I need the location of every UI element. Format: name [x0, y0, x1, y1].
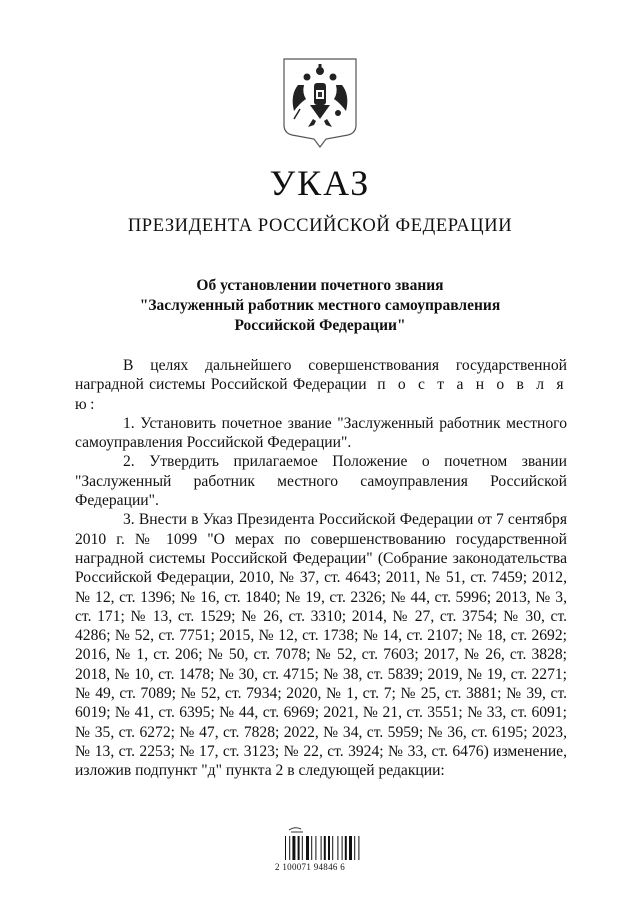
preamble-paragraph	[75, 356, 567, 414]
barcode-bar	[324, 836, 326, 860]
barcode-bar	[337, 836, 338, 860]
barcode-bar	[292, 836, 295, 860]
document-subtitle: ПРЕЗИДЕНТА РОССИЙСКОЙ ФЕДЕРАЦИИ	[127, 216, 513, 236]
barcode-bar	[285, 836, 286, 860]
barcode-bars	[275, 826, 375, 862]
barcode-digits: 2 100071 94846 6	[275, 862, 346, 872]
barcode-bar	[315, 836, 316, 860]
barcode-bar	[345, 836, 347, 860]
barcode-bar	[302, 836, 303, 860]
barcode-bar	[306, 836, 309, 860]
barcode-bar	[342, 836, 343, 860]
barcode-bar	[298, 836, 300, 860]
item-paragraph-2: 2. Утвердить прилагаемое Положение о почетном звании "Заслуженный работник местного самоуправления Российской Федерации".	[75, 453, 567, 510]
barcode-bar	[349, 836, 352, 860]
decree-body	[75, 356, 567, 781]
item-paragraph-1: 1. Установить почетное звание "Заслуженный работник местного самоуправления Российской Федерации".	[75, 414, 567, 452]
decree-heading	[0, 276, 640, 336]
heading-line: Об установлении почетного звания	[196, 277, 444, 294]
barcode-bar	[289, 836, 290, 860]
barcode	[275, 826, 375, 876]
coat-of-arms-icon	[280, 55, 360, 150]
barcode-bar	[311, 836, 312, 860]
decree-word: п о с т а н о в л я ю:	[75, 376, 567, 413]
barcode-bar	[354, 836, 355, 860]
heading-line: Российской Федерации"	[234, 317, 406, 334]
heading-line: "Заслуженный работник местного самоуправления	[139, 297, 501, 314]
item-paragraph-3: 3. Внести в Указ Президента Российской Федерации от 7 сентября 2010 г. № 1099 "О мерах по совершенствованию государственной наградной системы Российской Федерации" (Собрание законодательства Российской Федерации, 2010, № 37, ст. 4643; 2011, № 51, ст. 7459; 2012, № 12, ст. 1396; № 16, ст. 1840; № 19, ст. 2326; № 44, ст. 5996; 2013, № 3, ст. 171; № 13, ст. 1529; № 26, ст. 3310; 2014, № 27, ст. 3754; № 30, ст. 4286; № 52, ст. 7751; 2015, № 12, ст. 1738; № 14, ст. 2107; № 18, ст. 2692; 2016, № 1, ст. 206; № 50, ст. 7078; № 52, ст. 7603; 2017, № 26, ст. 3828; 2018, № 10, ст. 1478; № 30, ст. 4715; № 38, ст. 5839; 2019, № 19, ст. 2271; № 49, ст. 7089; № 52, ст. 7934; 2020, № 1, ст. 7; № 25, ст. 3881; № 39, ст. 6019; № 41, ст. 6395; № 44, ст. 6969; 2021, № 21, ст. 3551; № 33, ст. 6091; № 35, ст. 6272; № 47, ст. 7828; 2022, № 34, ст. 5959; № 36, ст. 6195; 2023, № 13, ст. 2253; № 17, ст. 3123; № 22, ст. 3924; № 33, ст. 6476) изменение, изложив подпункт "д" пункта 2 в следующей редакции:	[75, 511, 567, 780]
barcode-bar	[332, 836, 333, 860]
barcode-bar	[358, 836, 359, 860]
barcode-bar	[328, 836, 330, 860]
barcode-bar	[321, 836, 322, 860]
document-title: УКАЗ	[269, 163, 371, 203]
preamble-text: В целях дальнейшего совершенствования государственной наградной системы Российской Федерации	[75, 357, 567, 394]
